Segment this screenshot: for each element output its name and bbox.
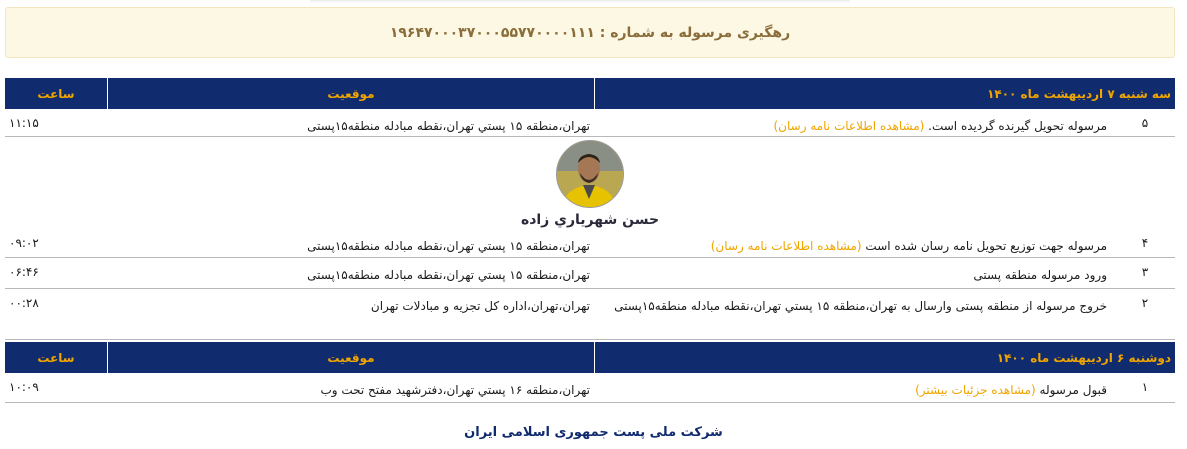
event-description (594, 373, 1115, 402)
column-header-time: ساعت (37, 86, 75, 101)
table-row (5, 109, 1175, 136)
event-time: ۰۶:۴۶ (9, 265, 39, 279)
event-number: ۴ (1141, 236, 1149, 250)
event-text: قبول مرسوله (1039, 383, 1107, 397)
event-description (594, 109, 1115, 136)
event-location: تهران،تهران،اداره کل تجزيه و مبادلات تهران (370, 299, 590, 313)
day-date: دوشنبه ۶ ارديبهشت ماه ۱۴۰۰ (594, 342, 1175, 373)
event-description (594, 258, 1115, 288)
courier-section (5, 136, 1175, 229)
day-table-2 (5, 342, 1175, 403)
person-icon (556, 141, 623, 208)
view-courier-info-link[interactable]: (مشاهده اطلاعات نامه رسان) (710, 239, 862, 253)
table-row (5, 289, 1175, 340)
day-header (5, 78, 1175, 109)
day-table-1 (5, 78, 1175, 340)
event-number: ۱ (1141, 380, 1149, 394)
event-time: ۱۰:۰۹ (9, 380, 39, 394)
event-description (594, 289, 1115, 339)
top-shadow (310, 0, 850, 3)
event-number: ۵ (1141, 116, 1149, 130)
event-time: ۰۹:۰۲ (9, 236, 39, 250)
event-text: ورود مرسوله منطقه پستی (973, 268, 1107, 282)
event-text: خروج مرسوله از منطقه پستی وارسال به تهران،منطقه ۱۵ پستي تهران،نقطه مبادله منطقه۱۵پستی (614, 299, 1107, 313)
event-description (594, 229, 1115, 257)
table-row (5, 258, 1175, 289)
event-number: ۲ (1141, 296, 1149, 310)
event-number: ۳ (1141, 265, 1149, 279)
tracking-banner (5, 7, 1175, 58)
day-date: سه شنبه ۷ ارديبهشت ماه ۱۴۰۰ (594, 78, 1175, 109)
event-location: تهران،منطقه ۱۶ پستي تهران،دفترشهيد مفتح تحت وب (320, 383, 590, 397)
courier-avatar (556, 140, 624, 208)
event-location: تهران،منطقه ۱۵ پستي تهران،نقطه مبادله منطقه۱۵پستی (307, 268, 590, 282)
courier-card (5, 137, 1175, 228)
day-header (5, 342, 1175, 373)
tracking-title: رهگیری مرسوله به شماره : ۱۹۶۴۷۰۰۰۳۷۰۰۰۵۵۷۷۰۰۰۰۱۱۱ (389, 24, 791, 41)
view-details-link[interactable]: (مشاهده جزئیات بیشتر) (915, 383, 1036, 397)
event-location: تهران،منطقه ۱۵ پستي تهران،نقطه مبادله منطقه۱۵پستی (307, 239, 590, 253)
column-header-location: موقعیت (107, 78, 594, 109)
event-time: ۱۱:۱۵ (9, 116, 39, 130)
table-row (5, 373, 1175, 403)
column-header-location: موقعیت (107, 342, 594, 373)
column-header-time: ساعت (37, 350, 75, 365)
view-courier-info-link[interactable]: (مشاهده اطلاعات نامه رسان) (773, 119, 925, 133)
event-time: ۰۰:۲۸ (9, 296, 39, 310)
courier-name: حسن شهرياري زاده (520, 212, 660, 228)
table-row (5, 229, 1175, 258)
footer-company-name: شرکت ملی پست جمهوری اسلامی ایران (464, 425, 723, 440)
event-location: تهران،منطقه ۱۵ پستي تهران،نقطه مبادله منطقه۱۵پستی (307, 119, 590, 133)
event-text: مرسوله جهت توزيع تحويل نامه رسان شده است (865, 239, 1107, 253)
event-text: مرسوله تحويل گيرنده گرديده است. (928, 119, 1107, 133)
